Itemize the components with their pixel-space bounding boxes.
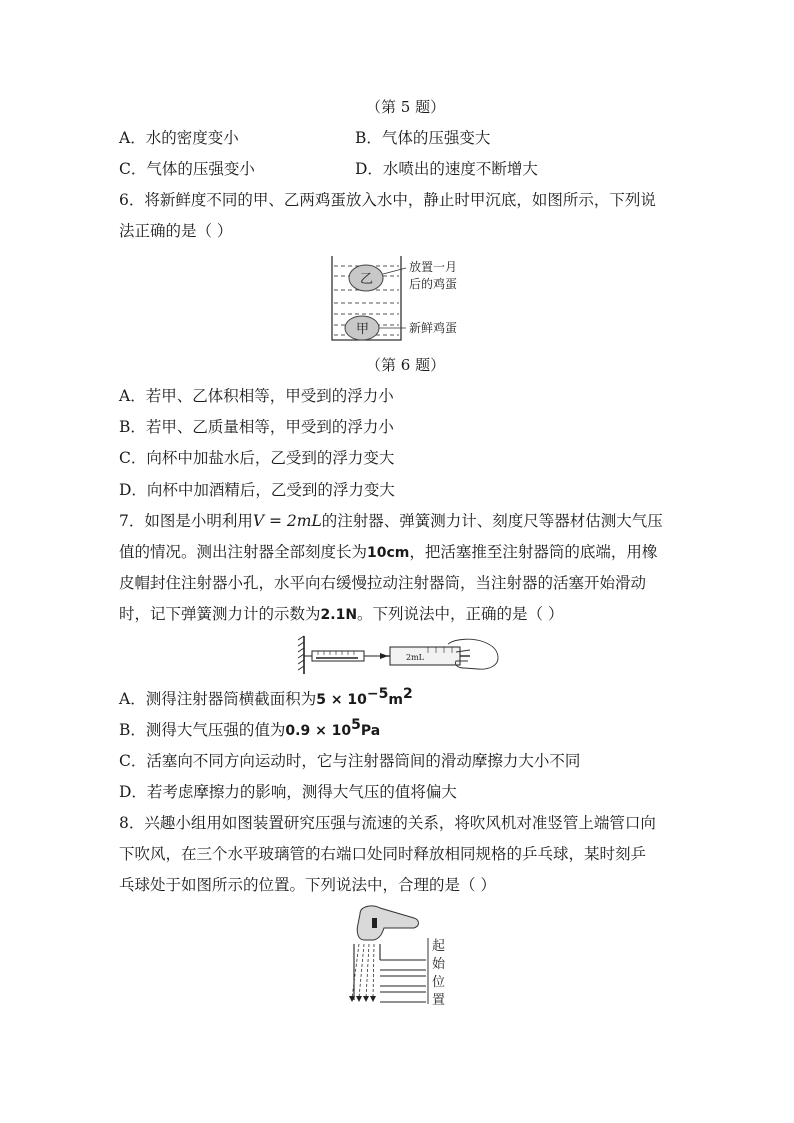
q7-option-a-exponent: −5 xyxy=(366,686,389,702)
q7-option-a-text: A．测得注射器筒横截面积为 xyxy=(119,690,317,708)
q7-option-a xyxy=(119,686,413,710)
q7-stem-line-3: 皮帽封住注射器小孔，水平向右缓慢拉动注射器筒，当注射器的活塞开始滑动 xyxy=(119,574,647,592)
q7-option-a-unit: m xyxy=(388,692,403,708)
q8-stem-line-2: 下吹风，在三个水平玻璃管的右端口处同时释放相同规格的乒乓球，某时刻乒 xyxy=(119,845,647,863)
q5-option-b: B．气体的压强变大 xyxy=(355,129,491,147)
q7-stem-4b: 。下列说法中，正确的是（ ） xyxy=(357,605,564,623)
hair-dryer-shape xyxy=(357,906,418,940)
q7-volume-formula: V = 2mL xyxy=(252,512,322,530)
q7-stem-1a: 7．如图是小明利用 xyxy=(119,512,253,530)
q7-option-b-text: B．测得大气压强的值为 xyxy=(119,721,286,739)
q8-stem-line-3: 乓球处于如图所示的位置。下列说法中，合理的是（ ） xyxy=(119,876,496,894)
q6-stem-line-1: 6．将新鲜度不同的甲、乙两鸡蛋放入水中，静止时甲沉底，如图所示，下列说 xyxy=(119,191,656,209)
syringe-volume-label: 2mL xyxy=(406,653,424,662)
egg-yi-label: 乙 xyxy=(360,272,374,287)
q8-stem-line-1: 8．兴趣小组用如图装置研究压强与流速的关系，将吹风机对准竖管上端管口向 xyxy=(119,814,656,832)
fig8-label-shi: 始 xyxy=(432,957,446,972)
spring-scale-body xyxy=(312,651,364,661)
q6-option-d: D．向杯中加酒精后，乙受到的浮力变大 xyxy=(119,481,395,499)
q6-caption: （第 6 题） xyxy=(366,356,446,374)
q7-stem-1b: 的注射器、弹簧测力计、刻度尺等器材估测大气压 xyxy=(321,512,663,530)
q7-stem-line-2 xyxy=(119,542,657,563)
q7-option-a-unit-exponent: 2 xyxy=(402,686,413,702)
q7-stem-2b: ，把活塞推至注射器筒的底端，用橡 xyxy=(409,543,658,561)
q7-option-a-value: 5 × 10 xyxy=(316,692,367,708)
q5-option-c: C．气体的压强变小 xyxy=(119,160,255,178)
q7-figure-syringe-setup xyxy=(298,634,500,676)
q7-stem-line-1 xyxy=(119,511,663,531)
q5-option-d: D．水喷出的速度不断增大 xyxy=(355,160,538,178)
q7-option-b-value: 0.9 × 10 xyxy=(285,723,352,739)
fig8-label-wei: 位 xyxy=(432,975,446,990)
fig6-label-top-1: 放置一月 xyxy=(409,260,458,274)
fig8-label-zhi: 置 xyxy=(432,993,446,1008)
fig8-label-qi: 起 xyxy=(432,939,446,954)
q7-force-value: 2.1N xyxy=(320,607,358,623)
q7-option-c: C．活塞向不同方向运动时，它与注射器筒间的滑动摩擦力大小不同 xyxy=(119,752,581,770)
q7-length-value: 10cm xyxy=(367,545,410,561)
fig6-label-bottom: 新鲜鸡蛋 xyxy=(409,321,458,335)
q6-figure-beaker-eggs xyxy=(320,252,480,346)
fig6-label-top-2: 后的鸡蛋 xyxy=(409,277,458,291)
q6-stem-line-2: 法正确的是（ ） xyxy=(119,222,233,240)
q7-option-b-unit: Pa xyxy=(360,723,381,739)
q7-stem-2a: 值的情况。测出注射器全部刻度长为 xyxy=(119,543,368,561)
q7-stem-4a: 时，记下弹簧测力计的示数为 xyxy=(119,605,321,623)
q7-stem-line-4 xyxy=(119,604,563,625)
q6-option-c: C．向杯中加盐水后，乙受到的浮力变大 xyxy=(119,449,395,467)
q7-option-b xyxy=(119,717,381,741)
syringe-barrel xyxy=(390,647,460,665)
q7-option-b-exponent: 5 xyxy=(351,717,361,733)
q8-figure-blower-tubes xyxy=(346,904,456,1010)
q6-option-b: B．若甲、乙质量相等，甲受到的浮力小 xyxy=(119,418,394,436)
q7-option-d: D．若考虑摩擦力的影响，测得大气压的值将偏大 xyxy=(119,783,457,801)
q5-option-a: A．水的密度变小 xyxy=(119,129,239,147)
q6-option-a: A．若甲、乙体积相等，甲受到的浮力小 xyxy=(119,387,394,405)
egg-jia-label: 甲 xyxy=(356,322,370,337)
q5-caption: （第 5 题） xyxy=(366,98,446,116)
